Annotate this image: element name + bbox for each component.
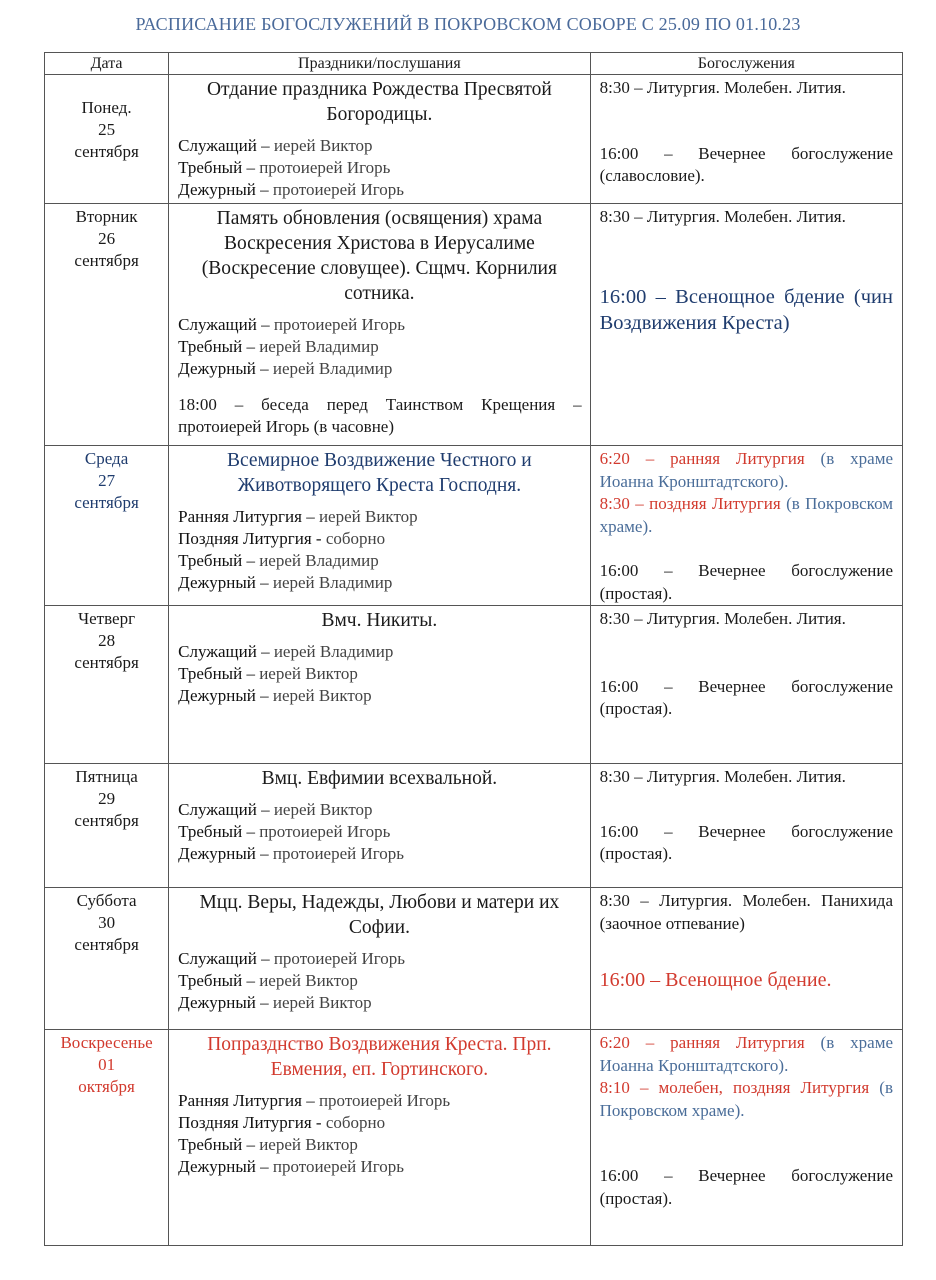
service-morning: 8:30 – Литургия. Молебен. Лития. — [599, 767, 846, 786]
date-cell — [45, 75, 169, 204]
table-row — [45, 606, 903, 764]
services-cell — [590, 888, 902, 1030]
role-name: Служащий – — [178, 315, 270, 334]
month: сентября — [74, 493, 139, 512]
date-cell — [45, 204, 169, 446]
month: сентября — [74, 142, 139, 161]
role-person: иерей Виктор — [254, 971, 358, 990]
service-early-liturgy — [600, 1032, 893, 1077]
day-number: 30 — [98, 913, 116, 932]
role-name: Требный – — [178, 1135, 255, 1154]
table-row — [45, 204, 903, 446]
roles-list — [169, 641, 589, 707]
service-evening: 16:00 – Вечернее богослужение (простая). — [599, 676, 893, 718]
role-name: Дежурный – — [178, 180, 269, 199]
day-number: 25 — [98, 120, 116, 139]
role-person: иерей Владимир — [254, 551, 379, 570]
role-person: иерей Виктор — [268, 993, 372, 1012]
role-person: иерей Виктор — [254, 1135, 358, 1154]
role-name: Дежурный – — [178, 844, 269, 863]
service-morning: 8:30 – Литургия. Молебен. Панихида (заочное отпевание) — [599, 891, 893, 933]
roles-list — [169, 314, 589, 380]
roles-list — [169, 799, 589, 865]
role-person: иерей Виктор — [269, 800, 373, 819]
feast-title: Попразднство Воздвижения Креста. Прп. Евмения, еп. Гортинского. — [207, 1034, 552, 1080]
weekday: Четверг — [78, 609, 136, 628]
role-person: протоиерей Игорь — [268, 180, 405, 199]
weekday: Воскресенье — [60, 1033, 153, 1052]
feast-title: Всемирное Воздвижение Честного и Животворящего Креста Господня. — [227, 450, 532, 496]
role-person: иерей Виктор — [268, 686, 372, 705]
feast-title: Вмц. Евфимии всехвальной. — [261, 768, 498, 789]
feast-cell — [169, 1030, 590, 1246]
table-row — [45, 446, 903, 606]
month: сентября — [74, 251, 139, 270]
role-person: протоиерей Игорь — [268, 1157, 405, 1176]
role-person: соборно — [321, 1113, 386, 1132]
role-name: Ранняя Литургия – — [178, 507, 315, 526]
role-name: Требный – — [178, 971, 255, 990]
role-name: Требный – — [178, 822, 255, 841]
role-person: протоиерей Игорь — [268, 844, 405, 863]
role-name: Служащий – — [178, 949, 270, 968]
roles-list — [169, 135, 589, 201]
roles-list — [169, 506, 589, 594]
table-row — [45, 888, 903, 1030]
feast-cell — [169, 75, 590, 204]
role-name: Ранняя Литургия – — [178, 1091, 315, 1110]
date-cell — [45, 764, 169, 888]
service-late-place: (в Покровском храме). — [599, 494, 893, 536]
feast-cell — [169, 606, 590, 764]
role-name: Требный – — [178, 158, 255, 177]
header-services: Богослужения — [590, 53, 902, 75]
date-cell — [45, 888, 169, 1030]
service-early-liturgy — [600, 448, 893, 493]
services-cell — [590, 446, 902, 606]
role-person: протоиерей Игорь — [254, 158, 391, 177]
role-name: Требный – — [178, 337, 255, 356]
services-cell — [590, 75, 902, 204]
service-morning: 8:30 – Литургия. Молебен. Лития. — [599, 609, 846, 628]
service-evening: 16:00 – Вечернее богослужение (простая). — [599, 561, 893, 603]
role-name: Дежурный – — [178, 1157, 269, 1176]
service-early-place: (в храме Иоанна Кронштадтского). — [599, 449, 893, 491]
services-cell — [590, 204, 902, 446]
table-row — [45, 764, 903, 888]
weekday: Понед. — [81, 98, 132, 117]
role-person: протоиерей Игорь — [269, 315, 406, 334]
page-title: РАСПИСАНИЕ БОГОСЛУЖЕНИЙ В ПОКРОВСКОМ СОБОРЕ С 25.09 ПО 01.10.23 — [135, 14, 801, 34]
role-name: Дежурный – — [178, 573, 269, 592]
services-cell — [590, 764, 902, 888]
role-name: Дежурный – — [178, 359, 269, 378]
service-evening: 16:00 – Вечернее богослужение (простая). — [599, 821, 893, 863]
role-person: иерей Виктор — [314, 507, 418, 526]
service-morning: 8:30 – Литургия. Молебен. Лития. — [599, 207, 846, 226]
role-name: Требный – — [178, 664, 255, 683]
date-cell — [45, 446, 169, 606]
weekday: Среда — [84, 449, 129, 468]
weekday: Пятница — [75, 767, 138, 786]
header-date: Дата — [45, 53, 169, 75]
feast-cell — [169, 888, 590, 1030]
weekday: Суббота — [76, 891, 137, 910]
service-late-time: 8:30 – поздняя Литургия — [599, 494, 781, 513]
feast-title: Память обновления (освящения) храма Воскресения Христова в Иерусалиме (Воскресение словущее). Сщмч. Корнилия сотника. — [201, 208, 557, 304]
weekday: Вторник — [75, 207, 138, 226]
roles-list — [169, 1090, 589, 1178]
service-late-liturgy — [600, 493, 893, 538]
day-number: 26 — [98, 229, 116, 248]
header-feasts: Праздники/послушания — [169, 53, 590, 75]
date-cell — [45, 606, 169, 764]
month: сентября — [74, 811, 139, 830]
service-early-place: (в храме Иоанна Кронштадтского). — [599, 1033, 893, 1075]
feast-cell — [169, 446, 590, 606]
roles-list — [169, 948, 589, 1014]
role-person: иерей Виктор — [269, 136, 373, 155]
role-person: протоиерей Игорь — [314, 1091, 451, 1110]
role-name: Дежурный – — [178, 993, 269, 1012]
catechism-note: 18:00 – беседа перед Таинством Крещения – протоиерей Игорь (в часовне) — [178, 395, 582, 436]
table-row — [45, 1030, 903, 1246]
feast-title: Мцц. Веры, Надежды, Любови и матери их Софии. — [199, 892, 560, 938]
service-late-place: (в Покровском храме). — [599, 1078, 893, 1120]
role-person: соборно — [321, 529, 386, 548]
role-person: иерей Виктор — [254, 664, 358, 683]
feast-title: Отдание праздника Рождества Пресвятой Богородицы. — [206, 79, 552, 125]
table-header-row — [45, 53, 903, 75]
service-evening: 16:00 – Всенощное бдение. — [599, 969, 832, 991]
role-person: иерей Владимир — [268, 573, 393, 592]
day-number: 01 — [98, 1055, 116, 1074]
role-person: иерей Владимир — [254, 337, 379, 356]
service-late-liturgy — [600, 1077, 893, 1122]
day-number: 27 — [98, 471, 116, 490]
day-number: 28 — [98, 631, 116, 650]
role-person: протоиерей Игорь — [269, 949, 406, 968]
day-number: 29 — [98, 789, 116, 808]
service-morning: 8:30 – Литургия. Молебен. Лития. — [599, 78, 846, 97]
feast-cell — [169, 764, 590, 888]
service-late-time: 8:10 – молебен, поздняя Литургия — [599, 1078, 870, 1097]
schedule-table — [44, 52, 903, 1246]
month: сентября — [74, 935, 139, 954]
service-evening: 16:00 – Всенощное бдение (чин Воздвижения Креста) — [599, 285, 893, 334]
role-person: иерей Владимир — [268, 359, 393, 378]
role-name: Дежурный – — [178, 686, 269, 705]
role-name: Поздняя Литургия - — [178, 529, 322, 548]
service-evening: 16:00 – Вечернее богослужение (славословие). — [599, 143, 893, 185]
service-evening: 16:00 – Вечернее богослужение (простая). — [599, 1166, 893, 1208]
role-name: Поздняя Литургия - — [178, 1113, 322, 1132]
service-early-time: 6:20 – ранняя Литургия — [599, 449, 805, 468]
services-cell — [590, 606, 902, 764]
role-name: Служащий – — [178, 800, 270, 819]
month: сентября — [74, 653, 139, 672]
role-person: иерей Владимир — [269, 642, 394, 661]
feast-title: Вмч. Никиты. — [321, 610, 438, 631]
table-row — [45, 75, 903, 204]
role-person: протоиерей Игорь — [254, 822, 391, 841]
date-cell — [45, 1030, 169, 1246]
role-name: Служащий – — [178, 642, 270, 661]
role-name: Требный – — [178, 551, 255, 570]
month: октября — [78, 1077, 135, 1096]
feast-cell — [169, 204, 590, 446]
role-name: Служащий – — [178, 136, 270, 155]
service-early-time: 6:20 – ранняя Литургия — [599, 1033, 805, 1052]
services-cell — [590, 1030, 902, 1246]
